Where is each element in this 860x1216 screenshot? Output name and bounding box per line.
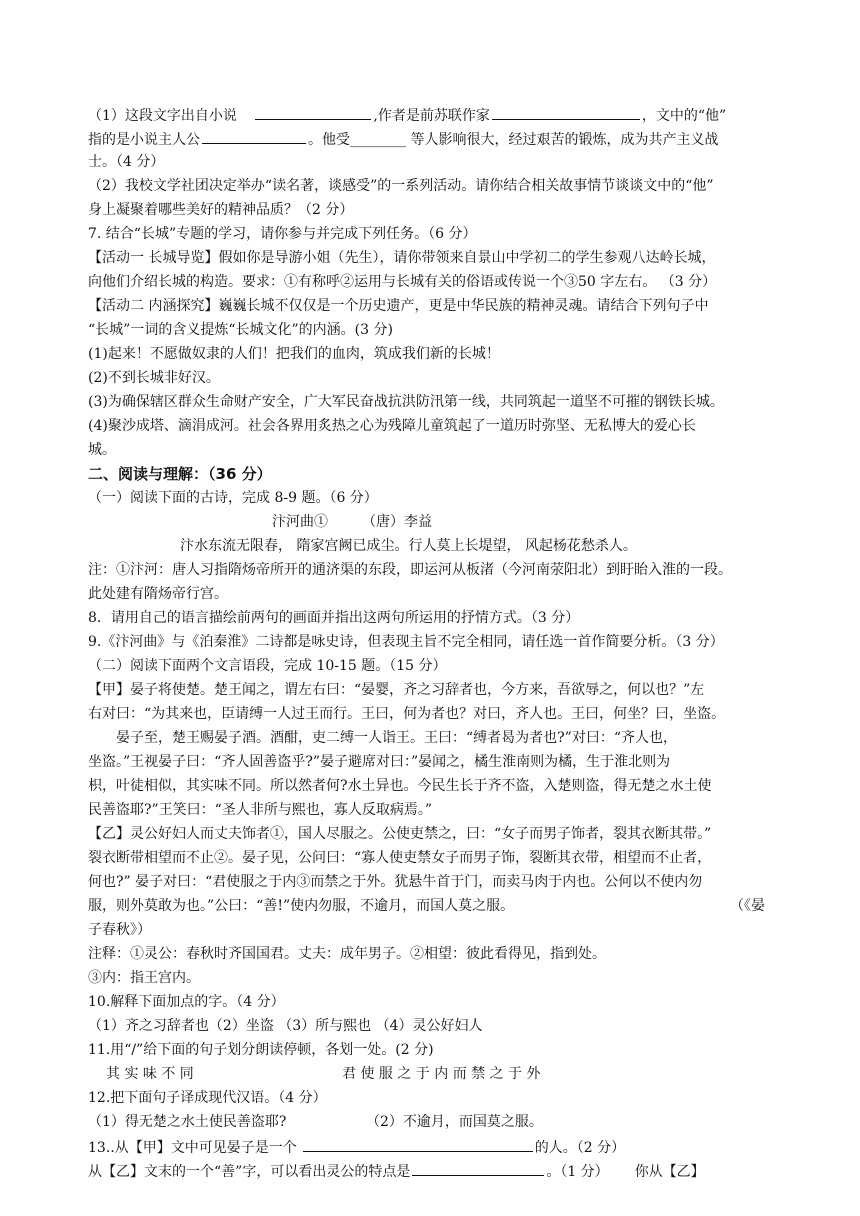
question-13-text: 从【乙】文末的一个“善”字，可以看出灵公的特点是 [88, 1164, 411, 1180]
question-9: 9.《汴河曲》与《泊秦淮》二诗都是咏史诗，但表现主旨不完全相同，请任选一首作简要分析。（3 分） [88, 634, 724, 650]
annotation-line-1: 注释：①灵公：春秋时齐国国君。丈夫：成年男子。②相望：彼此看得见，指到处。 [88, 946, 606, 962]
question-13-text: 13..从【甲】文中可见晏子是一个 [88, 1140, 297, 1156]
q7-sentence-2: (2)不到长城非好汉。 [88, 370, 220, 386]
answer-blank[interactable] [202, 128, 306, 144]
question-11-sentence-a: 其 实 味 不 同 [106, 1066, 194, 1082]
answer-blank[interactable] [303, 1136, 533, 1152]
q6-line-1 [88, 104, 726, 126]
passage-yi-text: 服，则外莫敢为也。”公曰：“善!”使内勿服，不逾月，而国人莫之服。 [88, 898, 515, 914]
q6-line-3: 士。（4 分） [88, 154, 165, 170]
poem-note-1: 注：①汴河：唐人习指隋炀帝所开的通济渠的东段，即运河从板渚（今河南荥阳北）到盱眙入淮的一段。 [88, 562, 732, 578]
question-13-text: 的人。（2 分） [534, 1140, 626, 1156]
passage-jia-line: 枳，叶徒相似，其实味不同。所以然者何?水土异也。今民生长于齐不盗，入楚则盗，得无楚之水土使 [88, 778, 712, 794]
part-2-intro: （二）阅读下面两个文言语段，完成 10-15 题。（15 分） [88, 658, 447, 674]
q7-activity1-line2: 向他们介绍长城的构造。要求：①有称呼②运用与长城有关的俗语或传说一个③50 字左右。 （3 分） [88, 274, 717, 290]
passage-yi-source: （《晏 [730, 898, 765, 914]
q7-title: 7. 结合“长城”专题的学习，请你参与并完成下列任务。（6 分） [88, 226, 477, 242]
passage-jia-line: 民善盗耶?”王笑曰：“圣人非所与熙也，寡人反取病焉。” [88, 802, 432, 818]
passage-yi-line: 【乙】灵公好妇人而丈夫饰者①，国人尽服之。公使吏禁之，曰：“女子而男子饰者，裂其衣断其带。” [88, 826, 712, 842]
q6-line-2 [88, 128, 718, 150]
passage-jia-line: 【甲】晏子将使楚。楚王闻之，谓左右曰：“晏婴，齐之习辞者也，今方来，吾欲辱之，何以也？”左 [88, 682, 705, 698]
poem-body: 汴水东流无限春， 隋家宫阙已成尘。行人莫上长堤望， 风起杨花愁杀人。 [180, 538, 637, 554]
poem-note-2: 此处建有隋炀帝行宫。 [88, 586, 228, 602]
q6-text: ，文中的“他” [641, 108, 727, 124]
passage-yi-source-cont: 子春秋》） [88, 922, 151, 938]
question-12-b: （2）不逾月，而国莫之服。 [366, 1114, 543, 1130]
annotation-line-2: ③内：指王宫内。 [88, 970, 200, 986]
question-10-items: （1）齐之习辞者也（2）坐盗 （3）所与熙也 （4）灵公好妇人 [88, 1018, 483, 1034]
q7-sentence-4: (4)聚沙成塔、滴涓成河。社会各界用炙热之心为残障儿童筑起了一道历时弥坚、无私博大的爱心长 [88, 418, 696, 434]
question-10: 10.解释下面加点的字。（4 分） [88, 994, 285, 1010]
question-13-line-2 [88, 1160, 705, 1182]
q7-activity1-line1: 【活动一 长城导览】假如你是导游小姐（先生），请你带领来自景山中学初二的学生参观八达岭长城， [88, 250, 716, 266]
q7-sentence-3: (3)为确保辖区群众生命财产安全，广大军民奋战抗洪防汛第一线，共同筑起一道坚不可摧的钢铁长城。 [88, 394, 724, 410]
section-2-heading: 二、阅读与理解：（36 分） [88, 465, 272, 483]
part-1-intro: （一）阅读下面的古诗，完成 8-9 题。（6 分） [88, 490, 378, 506]
passage-yi-line: 裂衣断带相望而不止②。晏子见，公问曰：“寡人使吏禁女子而男子饰，裂断其衣带，相望而不止者， [88, 850, 712, 866]
poem-title-text: 汴河曲① [272, 514, 328, 530]
q7-sentence-4-cont: 城。 [88, 442, 116, 458]
q6-text: 指的是小说主人公 [88, 132, 200, 148]
q6-text: ,作者是前苏联作家 [373, 108, 490, 124]
answer-blank[interactable] [412, 1160, 544, 1176]
poem-author: （唐）李益 [362, 514, 432, 530]
passage-jia-line: 右对曰：“为其来也，臣请缚一人过王而行。王曰，何为者也？对曰，齐人也。王曰，何坐？曰，坐盗。 [88, 706, 726, 722]
passage-jia-line: 晏子至，楚王赐晏子酒。酒酣，吏二缚一人诣王。王曰：“缚者曷为者也?”对曰：“齐人也， [116, 730, 677, 746]
question-11: 11.用“/”给下面的句子划分朗读停顿，各划一处。(2 分) [88, 1042, 434, 1058]
question-13-text: 。（1 分） [546, 1164, 609, 1180]
question-13-text: 你从【乙】 [634, 1164, 705, 1180]
q7-activity2-line1: 【活动二 内涵探究】巍巍长城不仅仅是一个历史遗产，更是中华民族的精神灵魂。请结合下列句子中 [88, 298, 709, 314]
question-12-a: （1）得无楚之水土使民善盗耶? [88, 1114, 287, 1130]
q7-sentence-1: (1)起来！不愿做奴隶的人们！把我们的血肉，筑成我们新的长城！ [88, 346, 500, 362]
question-8: 8．请用自己的语言描绘前两句的画面并指出这两句所运用的抒情方式。（3 分） [88, 610, 580, 626]
question-13-line-1 [88, 1136, 625, 1158]
passage-jia-line: 坐盗。”王视晏子曰：“齐人固善盗乎?”晏子避席对曰：”晏闻之，橘生淮南则为橘，生于淮北则为 [88, 754, 671, 770]
question-12: 12.把下面句子译成现代汉语。（4 分） [88, 1090, 327, 1106]
passage-yi-line [88, 896, 514, 916]
q6-line-5: 身上凝聚着哪些美好的精神品质？（2 分） [88, 202, 354, 218]
poem-title [272, 512, 432, 532]
q6-text: 。他受________ 等人影响很大，经过艰苦的锻炼，成为共产主义战 [308, 132, 719, 148]
q6-text: （1）这段文字出自小说 [88, 108, 237, 124]
answer-blank[interactable] [492, 104, 640, 120]
passage-yi-line: 何也?” 晏子对曰：“君使服之于内③而禁之于外。犹悬牛首于门，而卖马肉于内也。公何以不使内勿 [88, 874, 703, 890]
question-11-sentence-b: 君 使 服 之 于 内 而 禁 之 于 外 [342, 1066, 541, 1082]
q7-activity2-line2: “长城”一词的含义提炼“长城文化”的内涵。(3 分) [88, 322, 393, 338]
answer-blank[interactable] [255, 104, 371, 120]
q6-line-4: （2）我校文学社团决定举办“读名著，谈感受”的一系列活动。请你结合相关故事情节谈谈文中的“他” [88, 178, 714, 194]
